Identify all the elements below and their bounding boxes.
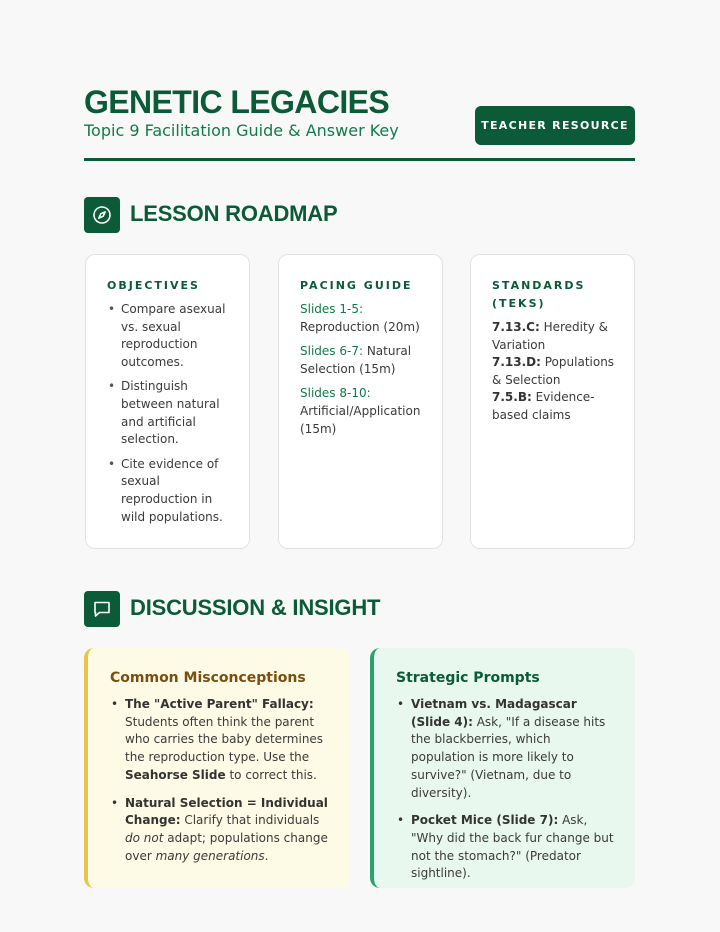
standards-label: STANDARDS (TEKS): [492, 279, 586, 310]
standard-code: 7.5.B:: [492, 390, 532, 405]
header-divider: [84, 158, 635, 161]
standard-code: 7.13.C:: [492, 320, 540, 334]
pacing-slides: Slides 8-10:: [300, 386, 371, 401]
misconceptions-panel: [84, 648, 350, 888]
misconception-text: adapt; populations change over: [125, 830, 328, 863]
standard-code: 7.13.D:: [492, 355, 541, 370]
misconception-text: to correct this.: [225, 767, 317, 782]
list-item: [110, 795, 330, 866]
pacing-guide-label: PACING GUIDE: [300, 279, 413, 292]
misconception-text: Students often think the parent who carries the baby determines the reproduction type. Use the: [125, 714, 324, 765]
teacher-resource-badge: TEACHER RESOURCE: [475, 106, 635, 145]
pacing-item: [300, 385, 426, 438]
list-item: [396, 696, 615, 802]
misconception-text: Clarify that individuals: [180, 813, 320, 828]
page-title: GENETIC LEGACIES: [84, 84, 390, 120]
standards-list: [492, 319, 618, 425]
standard-text: Populations & Selection: [492, 355, 615, 387]
prompt-heading: Vietnam vs. Madagascar (Slide 4):: [411, 697, 577, 729]
misconceptions-title: Common Misconceptions: [110, 670, 306, 686]
list-item: [396, 812, 615, 883]
objectives-label: OBJECTIVES: [107, 279, 200, 292]
pacing-slides: Slides 1-5:: [300, 302, 363, 316]
misconception-heading: Natural Selection = Individual Change:: [125, 795, 328, 828]
misconception-text: .: [264, 848, 269, 863]
prompt-text: Ask, "If a disease hits the blackberries, which population is more likely to survive?" (Vietnam, due to diversity).: [411, 714, 606, 800]
pacing-item: [300, 301, 426, 336]
lesson-roadmap-heading: LESSON ROADMAP: [130, 201, 338, 226]
emphasis-text: many generations: [155, 848, 265, 863]
standards-card: [470, 254, 635, 549]
list-item: [110, 696, 330, 785]
page-subtitle: Topic 9 Facilitation Guide & Answer Key: [84, 121, 399, 140]
emphasis-text: do not: [125, 830, 164, 845]
pacing-guide-card: [278, 254, 443, 549]
prompts-list: [396, 696, 615, 883]
objectives-list: [107, 301, 233, 526]
list-item: • Compare asexual vs. sexual reproduction outcomes.: [107, 301, 233, 371]
seahorse-slide-ref: Seahorse Slide: [125, 767, 226, 782]
pacing-slides: Slides 6-7:: [300, 344, 363, 359]
list-item: • Distinguish between natural and artificial selection.: [107, 378, 233, 448]
pacing-item: [300, 343, 426, 378]
strategic-prompts-panel: [370, 648, 635, 888]
chat-icon: [84, 591, 120, 627]
standard-text: Heredity & Variation: [492, 320, 608, 352]
misconceptions-list: [110, 696, 330, 865]
compass-icon: [84, 197, 120, 233]
misconception-heading: The "Active Parent" Fallacy:: [125, 697, 314, 711]
strategic-prompts-title: Strategic Prompts: [396, 670, 540, 686]
pacing-topic: Artificial/Application (15m): [300, 403, 421, 436]
list-item: • Cite evidence of sexual reproduction in wild populations.: [107, 456, 233, 526]
prompt-heading: Pocket Mice (Slide 7):: [411, 813, 559, 828]
pacing-topic: Reproduction (20m): [300, 319, 420, 334]
pacing-topic: Natural Selection (15m): [300, 344, 412, 376]
standard-text: Evidence-based claims: [492, 390, 595, 422]
prompt-text: Ask, "Why did the back fur change but not the stomach?" (Predator sightline).: [411, 813, 614, 881]
discussion-insight-heading: DISCUSSION & INSIGHT: [130, 595, 381, 620]
objectives-card: [85, 254, 250, 549]
